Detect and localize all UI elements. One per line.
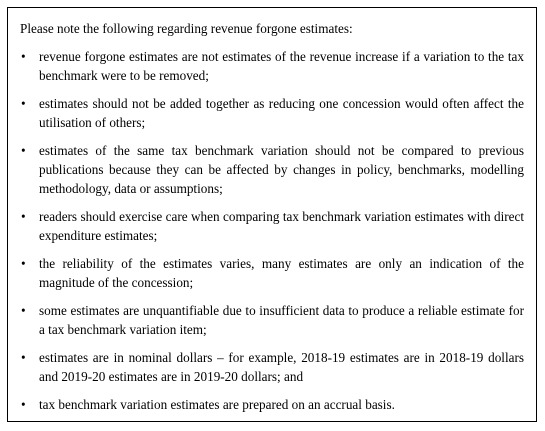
list-item-text: the reliability of the estimates varies, many estimates are only an indication of the magnitude of the concession; (39, 256, 524, 290)
list-item (20, 348, 524, 386)
list-item-text: estimates of the same tax benchmark variation should not be compared to previous publications because they can be affected by changes in policy, benchmarks, modelling methodology, data or assumptions; (39, 143, 524, 196)
list-item-text: revenue forgone estimates are not estimates of the revenue increase if a variation to the tax benchmark were to be removed; (39, 49, 524, 83)
list-item-text: readers should exercise care when comparing tax benchmark variation estimates with direct expenditure estimates; (39, 209, 524, 243)
bullet-icon: • (21, 256, 26, 271)
list-item (20, 395, 524, 414)
list-item-text: some estimates are unquantifiable due to insufficient data to produce a reliable estimate for a tax benchmark variation item; (39, 303, 524, 337)
list-item-text: estimates should not be added together as reducing one concession would often affect the utilisation of others; (39, 96, 524, 130)
bullet-icon: • (21, 96, 26, 111)
list-item-text: estimates are in nominal dollars – for example, 2018-19 estimates are in 2018-19 dollars and 2019-20 estimates are in 2019-20 dollars; and (39, 350, 524, 384)
notice-intro: Please note the following regarding revenue forgone estimates: (20, 21, 353, 36)
notice-list (20, 47, 524, 414)
bullet-icon: • (21, 49, 26, 64)
notice-box (7, 7, 537, 422)
list-item (20, 47, 524, 85)
bullet-icon: • (21, 397, 26, 412)
bullet-icon: • (21, 209, 26, 224)
list-item (20, 94, 524, 132)
list-item-text: tax benchmark variation estimates are prepared on an accrual basis. (39, 397, 395, 412)
bullet-icon: • (21, 303, 26, 318)
list-item (20, 301, 524, 339)
list-item (20, 141, 524, 198)
list-item (20, 207, 524, 245)
bullet-icon: • (21, 350, 26, 365)
list-item (20, 254, 524, 292)
bullet-icon: • (21, 143, 26, 158)
